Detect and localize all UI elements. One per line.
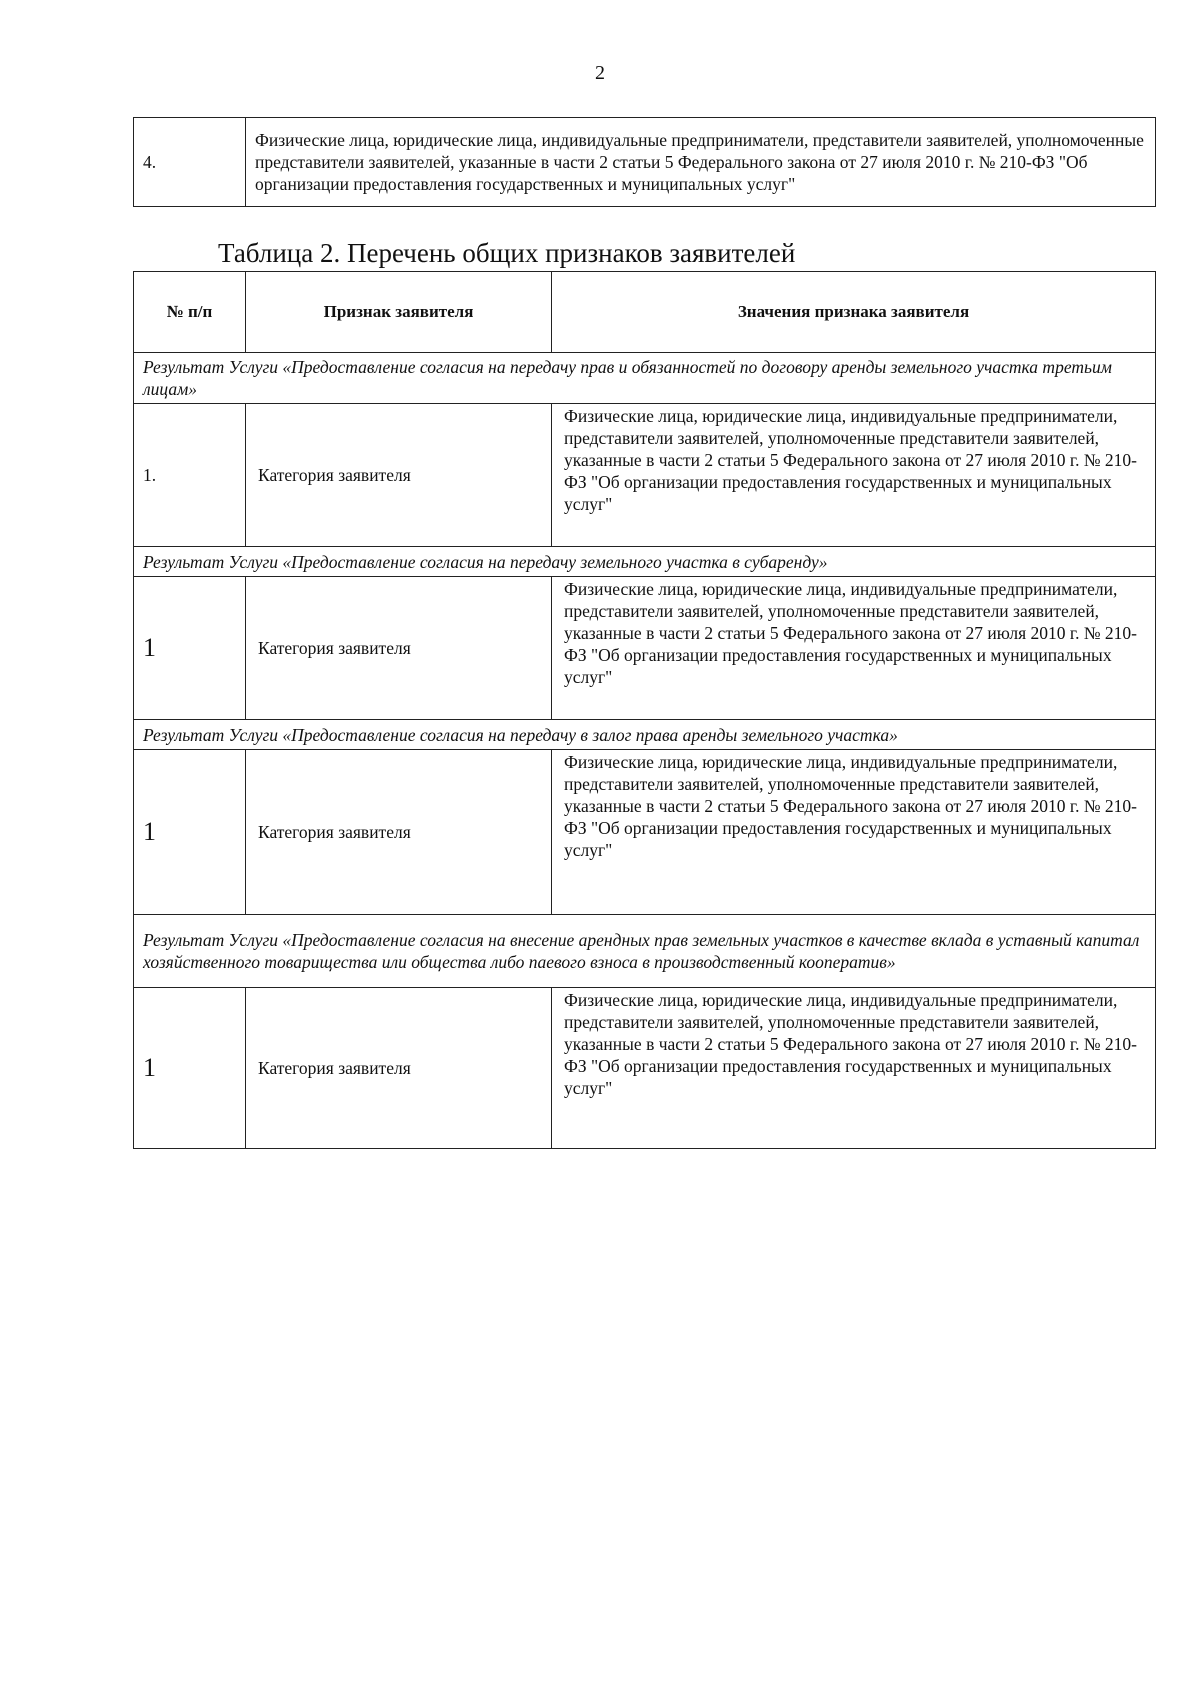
row-value: Физические лица, юридические лица, индивидуальные предприниматели, представители заявителей, уполномоченные представители заявителей, указанные в части 2 статьи 5 Федерального закона от 27 июля 2010 г. № 210-ФЗ "Об организации предоставления государственных и муниципальных услуг" (552, 404, 1156, 547)
section-title: Результат Услуги «Предоставление согласия на передачу земельного участка в субаренду» (134, 547, 1156, 577)
section-row (134, 720, 1156, 750)
row-number: 1. (134, 404, 246, 547)
row-number: 1 (134, 577, 246, 720)
row-sign: Категория заявителя (246, 750, 552, 915)
row-number: 1 (134, 750, 246, 915)
table-row (134, 404, 1156, 547)
section-title: Результат Услуги «Предоставление согласия на передачу в залог права аренды земельного участка» (134, 720, 1156, 750)
section-row (134, 547, 1156, 577)
row-text: Физические лица, юридические лица, индивидуальные предприниматели, представители заявителей, уполномоченные представители заявителей, указанные в части 2 статьи 5 Федерального закона от 27 июля 2010 г. № 210-ФЗ "Об организации предоставления государственных и муниципальных услуг" (246, 118, 1156, 207)
row-value: Физические лица, юридические лица, индивидуальные предприниматели, представители заявителей, уполномоченные представители заявителей, указанные в части 2 статьи 5 Федерального закона от 27 июля 2010 г. № 210-ФЗ "Об организации предоставления государственных и муниципальных услуг" (552, 988, 1156, 1149)
section-row (134, 353, 1156, 404)
row-number: 1 (134, 988, 246, 1149)
continued-table (133, 117, 1156, 207)
table-title: Таблица 2. Перечень общих признаков заявителей (218, 238, 796, 268)
row-sign: Категория заявителя (246, 404, 552, 547)
header-sign: Признак заявителя (246, 272, 552, 353)
section-title: Результат Услуги «Предоставление согласия на передачу прав и обязанностей по договору аренды земельного участка третьим лицам» (134, 353, 1156, 404)
page-number: 2 (595, 62, 605, 84)
table-row (134, 118, 1156, 207)
header-value: Значения признака заявителя (552, 272, 1156, 353)
header-row (134, 272, 1156, 353)
header-num: № п/п (134, 272, 246, 353)
row-value: Физические лица, юридические лица, индивидуальные предприниматели, представители заявителей, уполномоченные представители заявителей, указанные в части 2 статьи 5 Федерального закона от 27 июля 2010 г. № 210-ФЗ "Об организации предоставления государственных и муниципальных услуг" (552, 577, 1156, 720)
table-row (134, 988, 1156, 1149)
row-sign: Категория заявителя (246, 577, 552, 720)
applicant-features-table (133, 271, 1156, 1149)
row-sign: Категория заявителя (246, 988, 552, 1149)
table-row (134, 577, 1156, 720)
table-row (134, 750, 1156, 915)
row-value: Физические лица, юридические лица, индивидуальные предприниматели, представители заявителей, уполномоченные представители заявителей, указанные в части 2 статьи 5 Федерального закона от 27 июля 2010 г. № 210-ФЗ "Об организации предоставления государственных и муниципальных услуг" (552, 750, 1156, 915)
section-title: Результат Услуги «Предоставление согласия на внесение арендных прав земельных участков в качестве вклада в уставный капитал хозяйственного товарищества или общества либо паевого взноса в производственный кооператив» (134, 915, 1156, 988)
row-number: 4. (134, 118, 246, 207)
section-row (134, 915, 1156, 988)
